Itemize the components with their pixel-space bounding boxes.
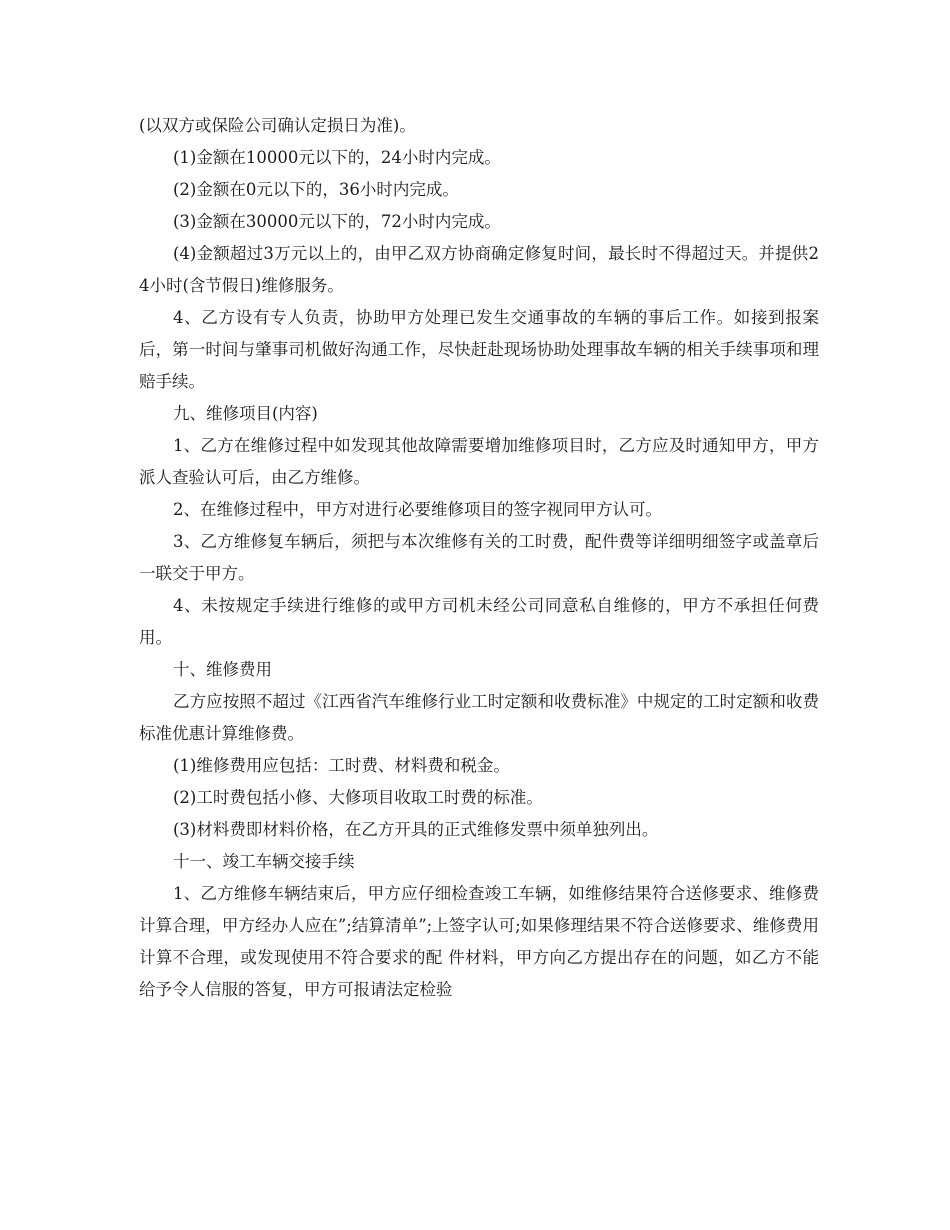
paragraph-clause-11-1: 1、乙方维修车辆结束后，甲方应仔细检查竣工车辆，如维修结果符合送修要求、维修费计算合理，甲方经办人应在”;结算清单”;上签字认可;如果修理结果不符合送修要求、维修费用计算不合理，或发现使用不符合要求的配 件材料，甲方向乙方提出存在的问题，如乙方不能给予令人信服的答复，甲方可报请法定检验 (139, 884, 819, 999)
paragraph-fee-item-1: (1)维修费用应包括：工时费、材料费和税金。 (173, 756, 510, 775)
paragraph-item-3: (3)金额在30000元以下的，72小时内完成。 (173, 212, 501, 231)
paragraph-fee-item-3: (3)材料费即材料价格，在乙方开具的正式维修发票中须单独列出。 (173, 820, 659, 839)
paragraph-item-4: (4)金额超过3万元以上的，由甲乙双方协商确定修复时间，最长时不得超过天。并提供24小时(含节假日)维修服务。 (139, 244, 819, 295)
section-heading-9: 九、维修项目(内容) (173, 404, 318, 423)
paragraph-item-1: (1)金额在10000元以下的，24小时内完成。 (173, 148, 501, 167)
section-heading-11: 十一、竣工车辆交接手续 (173, 852, 355, 871)
paragraph-clause-9-2: 2、在维修过程中，甲方对进行必要维修项目的签字视同甲方认可。 (173, 500, 662, 519)
paragraph-fee-item-2: (2)工时费包括小修、大修项目收取工时费的标准。 (173, 788, 543, 807)
document-body (139, 110, 819, 1006)
section-heading-10: 十、维修费用 (173, 660, 272, 679)
paragraph-clause-9-1: 1、乙方在维修过程中如发现其他故障需要增加维修项目时，乙方应及时通知甲方，甲方派人查验认可后，由乙方维修。 (139, 436, 819, 487)
paragraph-item-2: (2)金额在0元以下的，36小时内完成。 (173, 180, 459, 199)
paragraph-clause-9-4: 4、未按规定手续进行维修的或甲方司机未经公司同意私自维修的，甲方不承担任何费用。 (139, 596, 819, 647)
paragraph-continuation: (以双方或保险公司确认定损日为准)。 (139, 116, 416, 135)
paragraph-clause-4: 4、乙方设有专人负责，协助甲方处理已发生交通事故的车辆的事后工作。如接到报案后，第一时间与肇事司机做好沟通工作，尽快赶赴现场协助处理事故车辆的相关手续事项和理赔手续。 (139, 308, 819, 391)
paragraph-fee-standard: 乙方应按照不超过《江西省汽车维修行业工时定额和收费标准》中规定的工时定额和收费标准优惠计算维修费。 (139, 692, 819, 743)
paragraph-clause-9-3: 3、乙方维修复车辆后，须把与本次维修有关的工时费，配件费等详细明细签字或盖章后一联交于甲方。 (139, 532, 819, 583)
